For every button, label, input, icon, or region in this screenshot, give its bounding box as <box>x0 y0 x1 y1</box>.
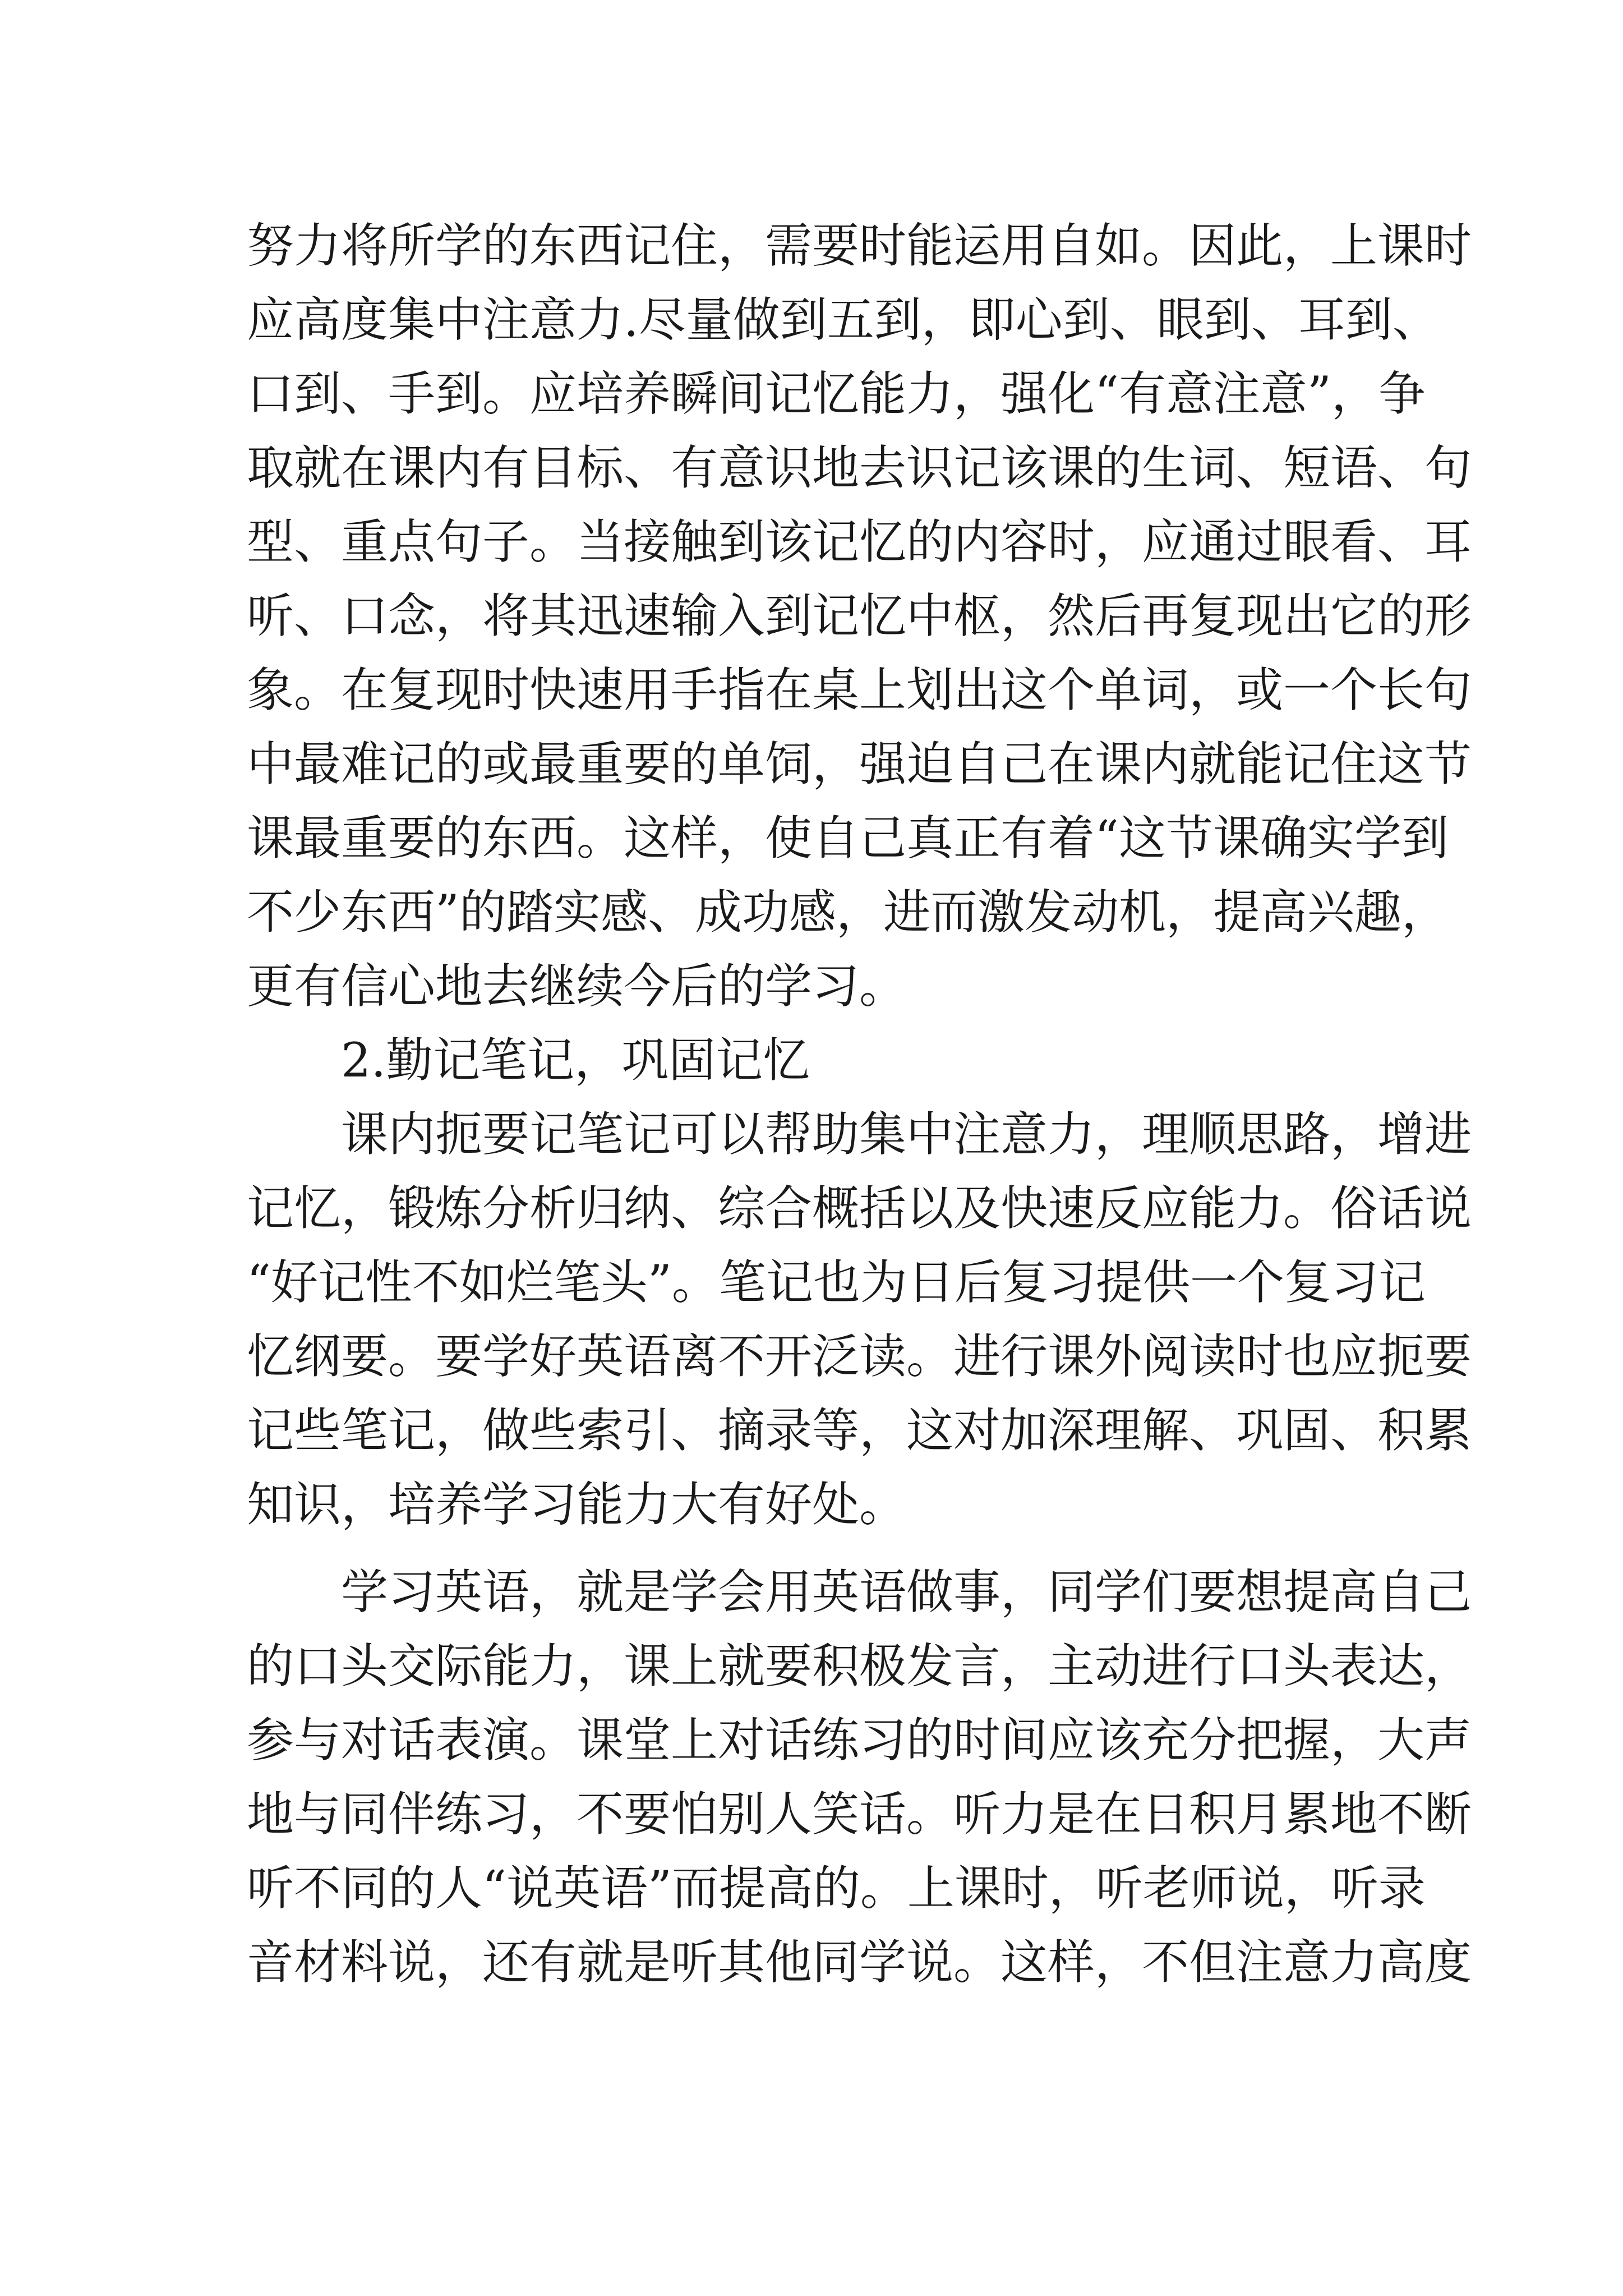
text-line: 型、重点句子。当接触到该记忆的内容时，应通过眼看、耳 <box>247 514 1472 569</box>
text-line: 听不同的人“说英语”而提高的。上课时，听老师说，听录 <box>247 1861 1426 1916</box>
text-line: 音材料说，还有就是听其他同学说。这样，不但注意力高度 <box>247 1935 1472 1990</box>
document-body <box>247 209 1472 1999</box>
text-line: 记忆，锻炼分析归纳、综合概括以及快速反应能力。俗话说 <box>247 1181 1472 1236</box>
text-line: 口到、手到。应培养瞬间记忆能力，强化“有意注意”，争 <box>247 366 1426 421</box>
text-line: 取就在课内有目标、有意识地去识记该课的生词、短语、句 <box>247 440 1472 495</box>
section-heading-notes <box>247 1023 1398 1097</box>
text-line: 努力将所学的东西记住，需要时能运用自如。因此，上课时 <box>247 218 1472 273</box>
section-heading: 2.勤记笔记，巩固记忆 <box>341 1033 810 1088</box>
text-line: 的口头交际能力，课上就要积极发言，主动进行口头表达， <box>247 1639 1472 1694</box>
text-line: 忆纲要。要学好英语离不开泛读。进行课外阅读时也应扼要 <box>247 1329 1472 1384</box>
text-line: 知识，培养学习能力大有好处。 <box>247 1477 907 1532</box>
text-line: 地与同伴练习，不要怕别人笑话。听力是在日积月累地不断 <box>247 1787 1472 1842</box>
paragraph-speaking-practice <box>247 1555 1472 1999</box>
paragraph-take-notes <box>247 1097 1472 1542</box>
paragraph-memory-in-class <box>247 209 1472 1023</box>
text-line: 象。在复现时快速用手指在桌上划出这个单词，或一个长句 <box>247 662 1472 717</box>
text-line: 课内扼要记笔记可以帮助集中注意力，理顺思路，增进 <box>341 1107 1472 1162</box>
text-line: 不少东西”的踏实感、成功感，进而激发动机，提高兴趣， <box>247 885 1449 940</box>
paragraph-spacer <box>247 1542 1398 1555</box>
text-line: 课最重要的东西。这样，使自己真正有着“这节课确实学到 <box>247 811 1449 866</box>
text-line: 记些笔记，做些索引、摘录等，这对加深理解、巩固、积累 <box>247 1403 1472 1458</box>
text-line: 应高度集中注意力.尽量做到五到，即心到、眼到、耳到、 <box>247 292 1440 347</box>
text-line: 更有信心地去继续今后的学习。 <box>247 959 907 1014</box>
text-line: “好记性不如烂笔头”。笔记也为日后复习提供一个复习记 <box>247 1255 1426 1310</box>
text-line: 听、口念，将其迅速输入到记忆中枢，然后再复现出它的形 <box>247 588 1472 643</box>
text-line: 中最难记的或最重要的单饲，强迫自己在课内就能记住这节 <box>247 737 1472 792</box>
text-line: 参与对话表演。课堂上对话练习的时间应该充分把握，大声 <box>247 1713 1472 1768</box>
text-line: 学习英语，就是学会用英语做事，同学们要想提高自己 <box>341 1565 1472 1619</box>
